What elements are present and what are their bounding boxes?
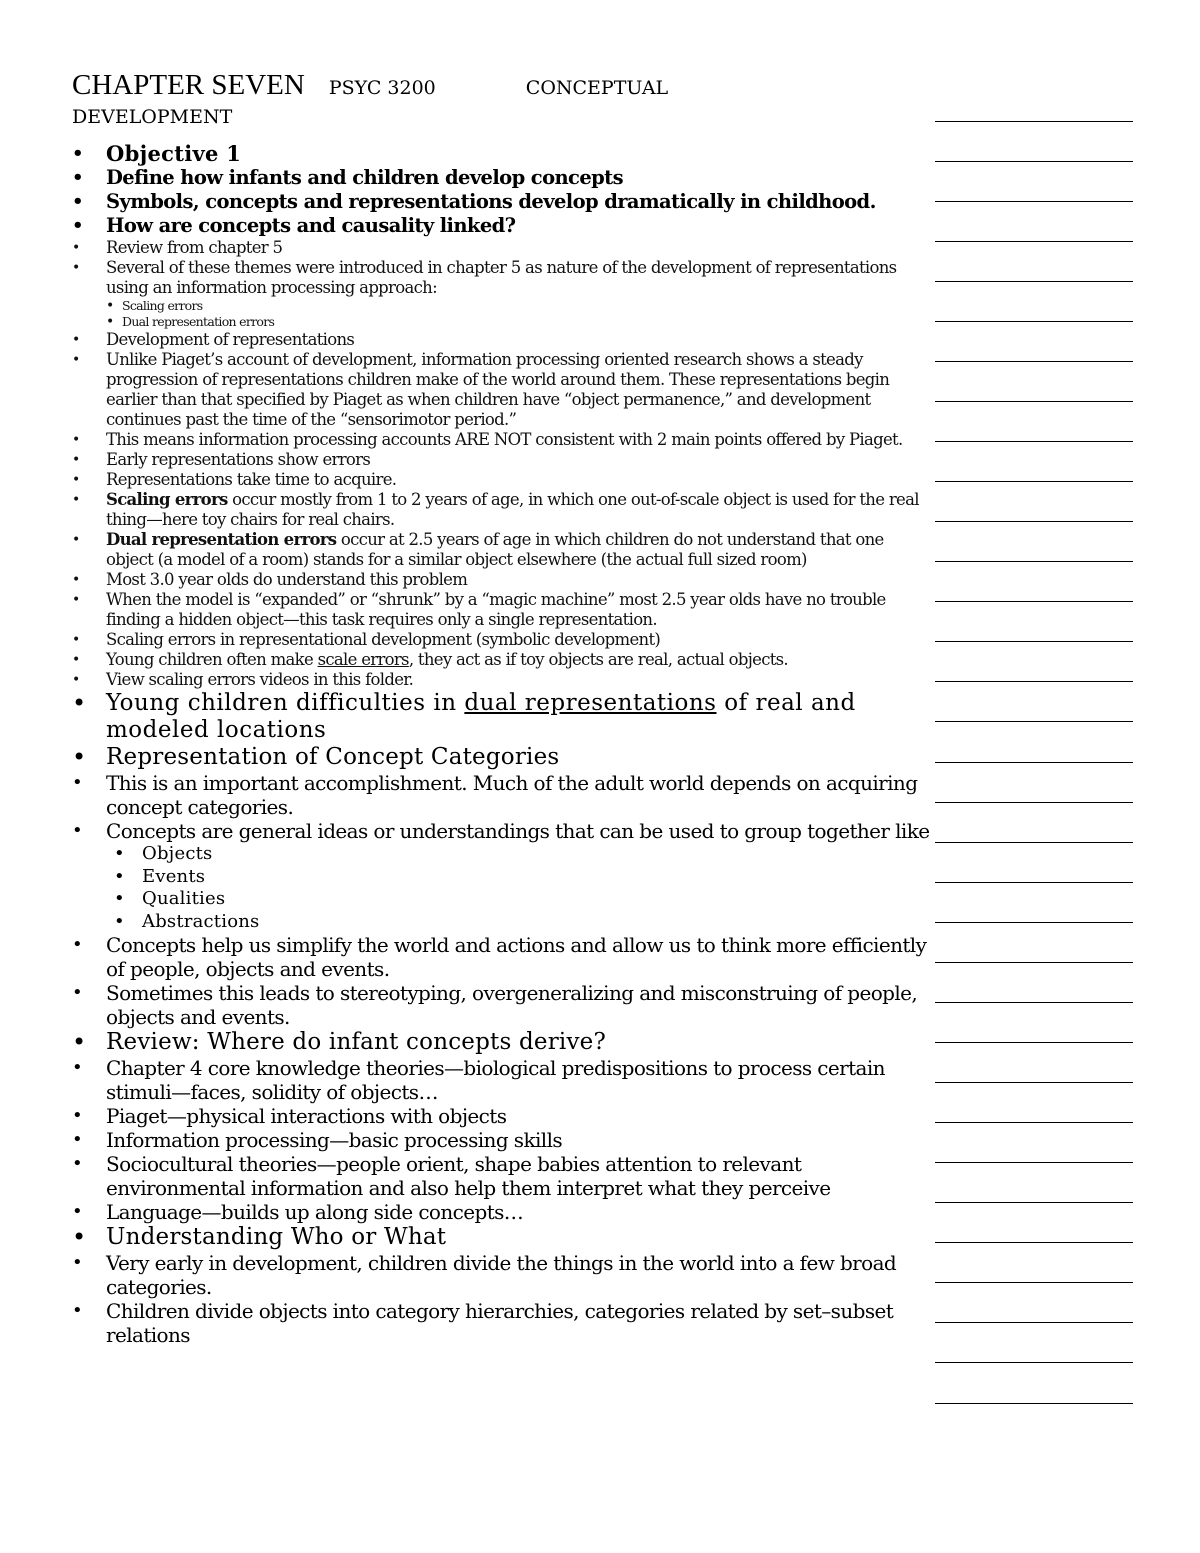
topic-title: CONCEPTUAL — [525, 77, 669, 99]
note-text: of real and modeled locations — [106, 690, 856, 743]
note-item: • Sociocultural theories—people orient, shape babies attention to relevant environmental information and also help them interpret what they perceive — [72, 1152, 932, 1200]
note-item: • Scaling errors in representational development (symbolic development) — [72, 630, 932, 650]
writing-line — [935, 681, 1133, 682]
writing-line — [935, 1403, 1133, 1404]
note-item: • Objective 1 — [72, 142, 932, 166]
note-item: • Several of these themes were introduced in chapter 5 as nature of the development of representations using an information processing approach: — [72, 258, 932, 298]
note-item — [72, 530, 932, 570]
note-item: • Concepts are general ideas or understandings that can be used to group together like — [72, 819, 932, 843]
note-item: • Chapter 4 core knowledge theories—biological predispositions to process certain stimuli—faces, solidity of objects… — [72, 1056, 932, 1104]
writing-line — [935, 241, 1133, 242]
scale-errors-link[interactable]: scale errors — [317, 650, 409, 669]
writing-line — [935, 1282, 1133, 1283]
writing-line — [935, 201, 1133, 202]
note-heading: • Review: Where do infant concepts derive? — [72, 1029, 932, 1056]
note-text: occur at 2.5 years of age in which children do not understand that one object (a model of a room) stands for a similar object elsewhere (the actual full sized room) — [106, 530, 884, 569]
note-item: • Unlike Piaget’s account of development, information processing oriented research shows a steady progression of representations children make of the world around them. These representations begin earlier than that specified by Piaget as when children have “object permanence,” and development continues past the time of the “sensorimotor period.” — [72, 350, 932, 430]
note-item: • Review from chapter 5 — [72, 238, 932, 258]
note-item: • Representations take time to acquire. — [72, 470, 932, 490]
writing-line — [935, 922, 1133, 923]
note-item: • Development of representations — [72, 330, 932, 350]
note-item: • How are concepts and causality linked? — [72, 214, 932, 238]
note-item: • Early representations show errors — [72, 450, 932, 470]
note-subitem: • Scaling errors — [72, 298, 932, 314]
note-item: • This is an important accomplishment. Much of the adult world depends on acquiring concept categories. — [72, 771, 932, 819]
note-item: • Most 3.0 year olds do understand this problem — [72, 570, 932, 590]
note-item: • Piaget—physical interactions with objects — [72, 1104, 932, 1128]
writing-line — [935, 842, 1133, 843]
writing-line — [935, 321, 1133, 322]
chapter-title: CHAPTER SEVEN — [72, 69, 305, 101]
header-line — [72, 68, 932, 106]
writing-line — [935, 882, 1133, 883]
note-item: • Very early in development, children divide the things in the world into a few broad categories. — [72, 1251, 932, 1299]
note-item: • This means information processing accounts ARE NOT consistent with 2 main points offered by Piaget. — [72, 430, 932, 450]
note-heading — [72, 690, 932, 744]
writing-line — [935, 361, 1133, 362]
term-scaling-errors: Scaling errors — [106, 490, 228, 509]
dual-representations-link[interactable]: dual representations — [464, 690, 717, 716]
writing-line — [935, 802, 1133, 803]
writing-line — [935, 1162, 1133, 1163]
note-subitem: • Qualities — [72, 888, 932, 911]
note-subitem: • Events — [72, 866, 932, 889]
note-item — [72, 650, 932, 670]
note-item — [72, 490, 932, 530]
note-item: • Sometimes this leads to stereotyping, overgeneralizing and misconstruing of people, objects and events. — [72, 981, 932, 1029]
note-subitem: • Abstractions — [72, 911, 932, 934]
writing-line — [935, 561, 1133, 562]
note-heading: • Understanding Who or What — [72, 1224, 932, 1251]
note-text: occur mostly from 1 to 2 years of age, in which one out-of-scale object is used for the real thing—here toy chairs for real chairs. — [106, 490, 919, 529]
writing-line — [935, 1122, 1133, 1123]
note-item: • When the model is “expanded” or “shrunk” by a “magic machine” most 2.5 year olds have no trouble finding a hidden object—this task requires only a single representation. — [72, 590, 932, 630]
term-dual-representation-errors: Dual representation errors — [106, 530, 337, 549]
writing-line — [935, 1042, 1133, 1043]
writing-line — [935, 161, 1133, 162]
writing-line — [935, 601, 1133, 602]
writing-line — [935, 641, 1133, 642]
writing-line — [935, 1242, 1133, 1243]
note-text: Young children often make — [106, 650, 318, 669]
note-subitem: • Objects — [72, 843, 932, 866]
lecture-notes-list — [72, 142, 932, 1347]
note-item: • Define how infants and children develop concepts — [72, 166, 932, 190]
writing-line — [935, 281, 1133, 282]
writing-line — [935, 1082, 1133, 1083]
writing-line — [935, 1362, 1133, 1363]
writing-line — [935, 762, 1133, 763]
writing-line — [935, 721, 1133, 722]
note-subitem: • Dual representation errors — [72, 314, 932, 330]
writing-line — [935, 1322, 1133, 1323]
writing-line — [935, 1202, 1133, 1203]
note-item: • Symbols, concepts and representations develop dramatically in childhood. — [72, 190, 932, 214]
note-taking-lines — [935, 0, 1135, 1553]
topic-title-continued: DEVELOPMENT — [72, 106, 233, 128]
note-heading: • Representation of Concept Categories — [72, 744, 932, 771]
note-item: • Concepts help us simplify the world and actions and allow us to think more efficiently of people, objects and events. — [72, 933, 932, 981]
writing-line — [935, 1002, 1133, 1003]
note-item: • View scaling errors videos in this folder. — [72, 670, 932, 690]
writing-line — [935, 441, 1133, 442]
writing-line — [935, 121, 1133, 122]
writing-line — [935, 481, 1133, 482]
course-code: PSYC 3200 — [328, 77, 436, 99]
document-header — [72, 68, 932, 128]
note-item: • Children divide objects into category hierarchies, categories related by set–subset relations — [72, 1299, 932, 1347]
writing-line — [935, 401, 1133, 402]
note-text: Young children difficulties in — [106, 690, 465, 716]
note-item: • Information processing—basic processing skills — [72, 1128, 932, 1152]
note-text: , they act as if toy objects are real, actual objects. — [408, 650, 788, 669]
writing-line — [935, 521, 1133, 522]
note-item: • Language—builds up along side concepts… — [72, 1200, 932, 1224]
writing-line — [935, 962, 1133, 963]
